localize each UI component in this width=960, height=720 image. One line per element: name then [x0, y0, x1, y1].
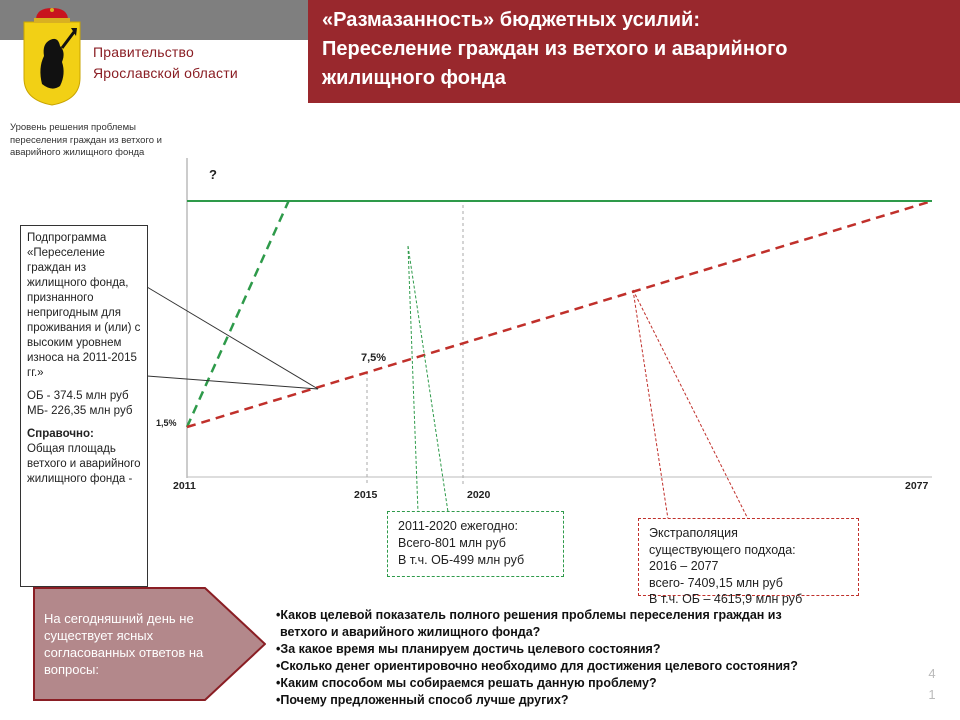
x-tick-2077: 2077: [905, 480, 929, 492]
x-tick-2020: 2020: [467, 489, 491, 501]
mid-value-label: 7,5%: [361, 352, 387, 364]
red-note-line-2: существующего подхода:: [649, 542, 796, 557]
red-note-line-1: Экстраполяция: [649, 526, 738, 540]
subprogram-title: Подпрограмма «Переселение граждан из жилищного фонда, признанного непригодным для проживания и (или) с высоким уровнем износа на 2011-2015 гг.»: [27, 232, 141, 379]
question-5: •Почему предложенный способ лучше других?: [276, 693, 569, 707]
x-tick-2015: 2015: [354, 489, 378, 501]
org-line-2: Ярославской области: [93, 65, 238, 81]
red-note-box: [638, 518, 859, 606]
start-value-label: 1,5%: [156, 418, 177, 428]
page-number: [925, 663, 939, 705]
green-note-box: [387, 511, 564, 577]
green-note-line-2: Всего-801 млн руб: [398, 536, 506, 550]
target-value-label: ?: [209, 167, 217, 182]
series-green-dashed: [187, 201, 289, 427]
red-note-line-3: 2016 – 2077: [649, 559, 719, 573]
question-1-cont: ветхого и аварийного жилищного фонда?: [280, 625, 541, 639]
pointer-red-note-1: [633, 290, 668, 519]
page-number-digit-1: 4: [928, 666, 936, 681]
title-line-3: жилищного фонда: [322, 67, 506, 89]
green-note-line-1: 2011-2020 ежегодно:: [398, 519, 519, 533]
subprogram-ref-head: Справочно:: [27, 428, 94, 440]
subprogram-ob: ОБ - 374.5 млн руб: [27, 390, 129, 402]
pointer-green-note-2: [408, 246, 448, 512]
red-note-line-5: В т.ч. ОБ – 4615,9 млн руб: [649, 592, 803, 606]
pointer-subprogram-1: [147, 287, 318, 389]
series-red-dashed: [187, 201, 932, 427]
callout-text: На сегодняшний день не существует ясных согласованных ответов на вопросы:: [44, 611, 204, 677]
green-note-line-3: В т.ч. ОБ-499 млн руб: [398, 553, 525, 567]
question-4: •Каким способом мы собираемся решать данную проблему?: [276, 676, 657, 690]
org-line-1: Правительство: [93, 44, 195, 60]
x-tick-2011: 2011: [173, 480, 196, 492]
y-axis-label: Уровень решения проблемы переселения граждан из ветхого и аварийного жилищного фонда: [10, 122, 162, 158]
page-number-digit-2: 1: [928, 687, 936, 702]
red-note-line-4: всего- 7409,15 млн руб: [649, 575, 783, 590]
subprogram-box: [20, 225, 148, 587]
question-2: •За какое время мы планируем достичь целевого состояния?: [276, 642, 661, 656]
subprogram-ref-text: Общая площадь ветхого и аварийного жилищного фонда -: [27, 443, 141, 485]
pointer-subprogram-2: [147, 376, 318, 389]
title-line-1: «Размазанность» бюджетных усилий:: [322, 9, 700, 31]
subprogram-mb: МБ- 226,35 млн руб: [27, 405, 133, 417]
question-3: •Сколько денег ориентировочно необходимо для достижения целевого состояния?: [276, 659, 798, 673]
pointer-green-note-1: [408, 246, 418, 512]
question-1: •Каков целевой показатель полного решения проблемы переселения граждан из: [276, 608, 782, 622]
title-line-2: Переселение граждан из ветхого и аварийного: [322, 38, 788, 60]
questions-list: [276, 607, 936, 709]
